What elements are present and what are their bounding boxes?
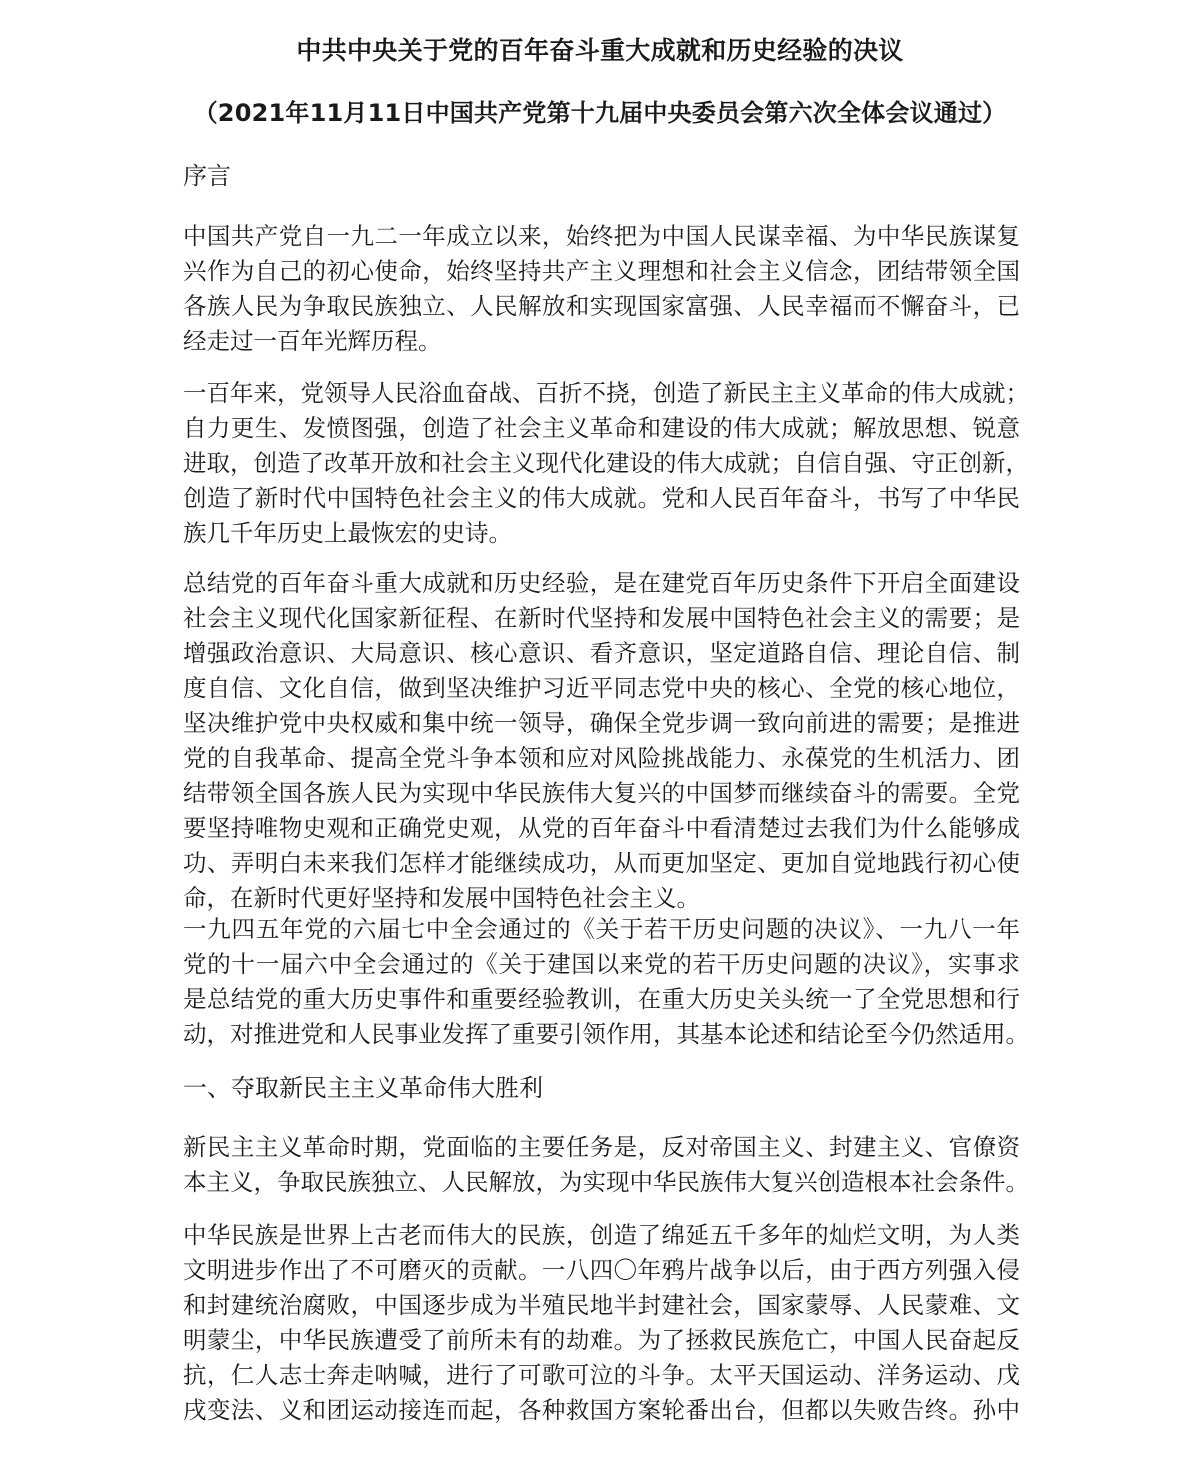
- paragraph-line: 中华民族是世界上古老而伟大的民族，创造了绵延五千多年的灿烂文明，为人类: [183, 1221, 1020, 1249]
- paragraph-4: [183, 912, 1029, 1052]
- paragraph-line: 总结党的百年奋斗重大成就和历史经验，是在建党百年历史条件下开启全面建设: [183, 569, 1020, 597]
- paragraph-line: 戌变法、义和团运动接连而起，各种救国方案轮番出台，但都以失败告终。孙中: [183, 1396, 1020, 1424]
- paragraph-line: 坚决维护党中央权威和集中统一领导，确保全党步调一致向前进的需要；是推进: [183, 709, 1020, 737]
- paragraph-line: 本主义，争取民族独立、人民解放，为实现中华民族伟大复兴创造根本社会条件。: [183, 1168, 1029, 1196]
- section-1-heading: 一、夺取新民主主义革命伟大胜利: [183, 1074, 543, 1102]
- paragraph-line: 党的自我革命、提高全党斗争本领和应对风险挑战能力、永葆党的生机活力、团: [183, 744, 1020, 772]
- paragraph-line: 增强政治意识、大局意识、核心意识、看齐意识，坚定道路自信、理论自信、制: [183, 639, 1020, 667]
- paragraph-line: 兴作为自己的初心使命，始终坚持共产主义理想和社会主义信念，团结带领全国: [183, 257, 1020, 285]
- paragraph-line: 各族人民为争取民族独立、人民解放和实现国家富强、人民幸福而不懈奋斗，已: [183, 292, 1020, 320]
- paragraph-5: [183, 1130, 1029, 1200]
- paragraph-line: 族几千年历史上最恢宏的史诗。: [183, 519, 512, 547]
- paragraph-line: 命，在新时代更好坚持和发展中国特色社会主义。: [183, 884, 700, 912]
- paragraph-line: 进取，创造了改革开放和社会主义现代化建设的伟大成就；自信自强、守正创新，: [183, 449, 1029, 477]
- paragraph-line: 党的十一届六中全会通过的《关于建国以来党的若干历史问题的决议》，实事求: [183, 950, 1020, 978]
- paragraph-line: 自力更生、发愤图强，创造了社会主义革命和建设的伟大成就；解放思想、锐意: [183, 414, 1020, 442]
- paragraph-line: 要坚持唯物史观和正确党史观，从党的百年奋斗中看清楚过去我们为什么能够成: [183, 814, 1020, 842]
- paragraph-line: 结带领全国各族人民为实现中华民族伟大复兴的中国梦而继续奋斗的需要。全党: [183, 779, 1020, 807]
- paragraph-line: 创造了新时代中国特色社会主义的伟大成就。党和人民百年奋斗，书写了中华民: [183, 484, 1020, 512]
- paragraph-line: 功、弄明白未来我们怎样才能继续成功，从而更加坚定、更加自觉地践行初心使: [183, 849, 1020, 877]
- paragraph-line: 社会主义现代化国家新征程、在新时代坚持和发展中国特色社会主义的需要；是: [183, 604, 1020, 632]
- paragraph-line: 动，对推进党和人民事业发挥了重要引领作用，其基本论述和结论至今仍然适用。: [183, 1020, 1029, 1048]
- paragraph-line: 明蒙尘，中华民族遭受了前所未有的劫难。为了拯救民族危亡，中国人民奋起反: [183, 1326, 1020, 1354]
- preface-heading: 序言: [183, 162, 231, 190]
- paragraph-line: 抗，仁人志士奔走呐喊，进行了可歌可泣的斗争。太平天国运动、洋务运动、戊: [183, 1361, 1020, 1389]
- paragraph-line: 和封建统治腐败，中国逐步成为半殖民地半封建社会，国家蒙辱、人民蒙难、文: [183, 1291, 1020, 1319]
- paragraph-line: 一百年来，党领导人民浴血奋战、百折不挠，创造了新民主主义革命的伟大成就；: [183, 379, 1029, 407]
- paragraph-line: 度自信、文化自信，做到坚决维护习近平同志党中央的核心、全党的核心地位，: [183, 674, 1020, 702]
- paragraph-line: 是总结党的重大历史事件和重要经验教训，在重大历史关头统一了全党思想和行: [183, 985, 1020, 1013]
- paragraph-line: 一九四五年党的六届七中全会通过的《关于若干历史问题的决议》、一九八一年: [183, 915, 1020, 943]
- document-subtitle: （2021年11月11日中国共产党第十九届中央委员会第六次全体会议通过）: [193, 99, 1007, 127]
- document-title: 中共中央关于党的百年奋斗重大成就和历史经验的决议: [296, 36, 904, 65]
- paragraph-1: [183, 219, 1020, 359]
- paragraph-2: [183, 376, 1029, 551]
- paragraph-line: 新民主主义革命时期，党面临的主要任务是，反对帝国主义、封建主义、官僚资: [183, 1133, 1020, 1161]
- paragraph-6: [183, 1218, 1020, 1428]
- paragraph-3: [183, 566, 1020, 916]
- paragraph-line: 经走过一百年光辉历程。: [183, 327, 442, 355]
- paragraph-line: 中国共产党自一九二一年成立以来，始终把为中国人民谋幸福、为中华民族谋复: [183, 222, 1020, 250]
- paragraph-line: 文明进步作出了不可磨灭的贡献。一八四〇年鸦片战争以后，由于西方列强入侵: [183, 1256, 1020, 1284]
